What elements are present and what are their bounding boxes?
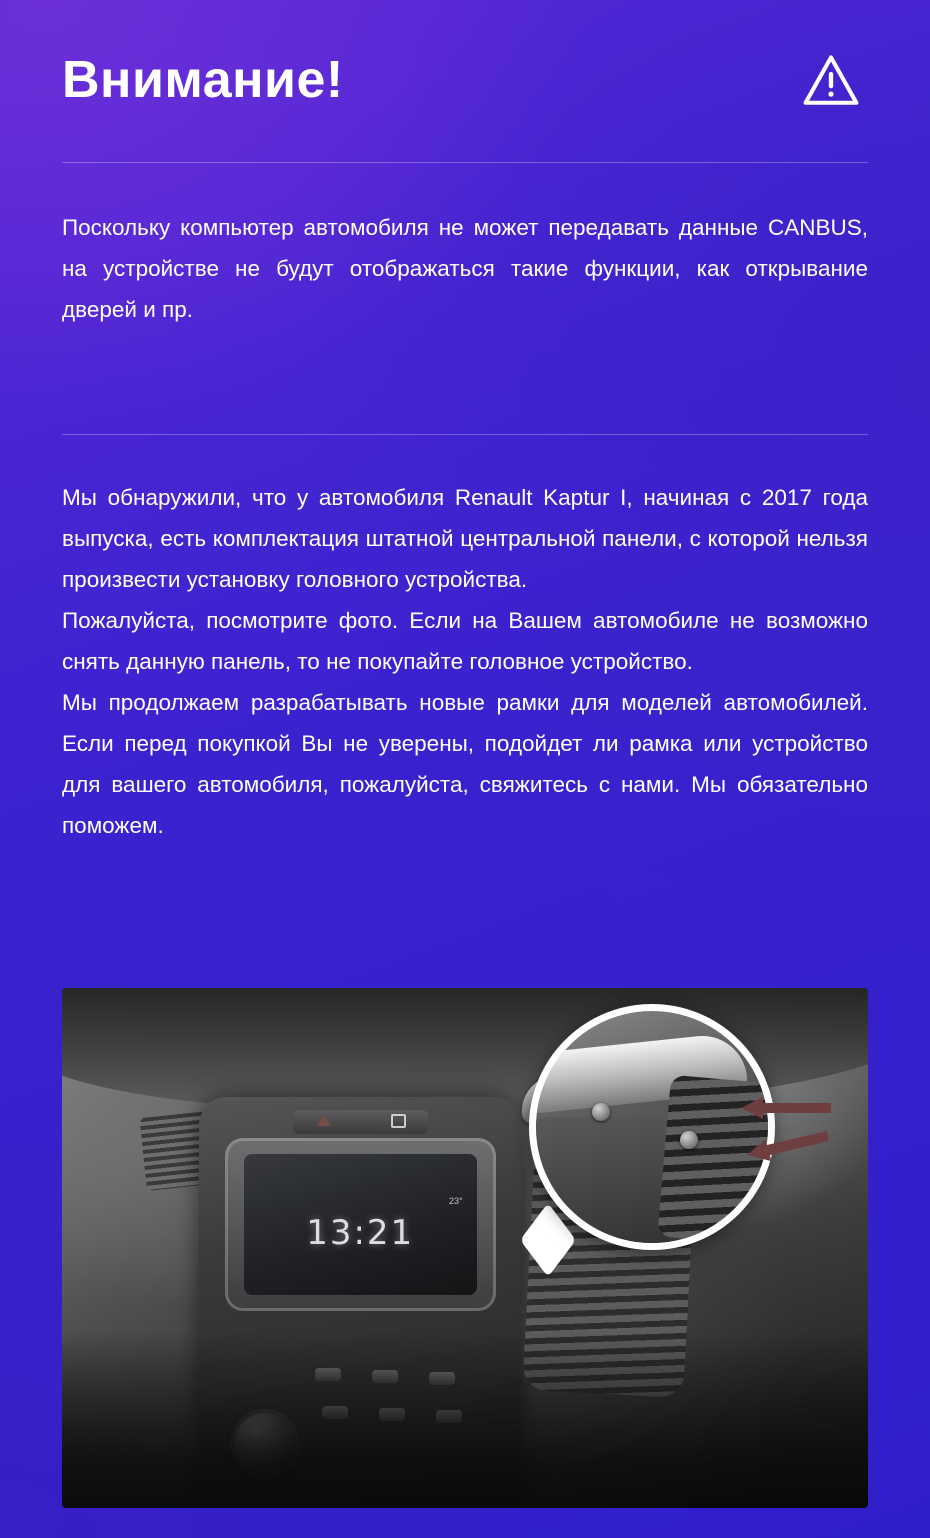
page-title: Внимание! <box>62 51 344 110</box>
hazard-button-row <box>293 1110 428 1135</box>
head-unit-screen <box>244 1154 477 1295</box>
content-column <box>62 0 868 1538</box>
canbus-notice-text: Поскольку компьютер автомобиля не может передавать данные CANBUS, на устройстве не будут отображаться такие функции, как открывание дверей и пр. <box>62 215 868 322</box>
details-paragraph-1: Мы обнаружили, что у автомобиля Renault Kaptur I, начиная с 2017 года выпуска, есть комплектация штатной центральной панели, с которой нельзя произвести установку головного устройства. <box>62 485 868 592</box>
door-lock-icon <box>391 1114 406 1128</box>
photo-bottom-shadow <box>62 1331 868 1508</box>
details-paragraph-2: Пожалуйста, посмотрите фото. Если на Вашем автомобиле не возможно снять данную панель, то не покупайте головное устройство. <box>62 608 868 674</box>
details-paragraph-3: Мы продолжаем разрабатывать новые рамки для моделей автомобилей. Если перед покупкой Вы не уверены, подойдет ли рамка или устройство для вашего автомобиля, пожалуйста, свяжитесь с нами. Мы обязательно поможем. <box>62 690 868 838</box>
red-pointer-arrows <box>723 1097 833 1167</box>
warning-triangle-icon <box>802 52 860 110</box>
photo-background <box>62 988 868 1508</box>
callout-panel-body <box>529 1117 668 1249</box>
head-unit-bezel <box>225 1138 496 1311</box>
head-unit-clock: 13:21 <box>306 1213 415 1253</box>
details-block <box>62 435 868 846</box>
hazard-triangle-icon <box>317 1114 331 1126</box>
canbus-notice <box>62 163 868 382</box>
car-dashboard-photo <box>62 988 868 1508</box>
head-unit-temp: 23° <box>449 1196 463 1207</box>
header <box>62 0 868 110</box>
